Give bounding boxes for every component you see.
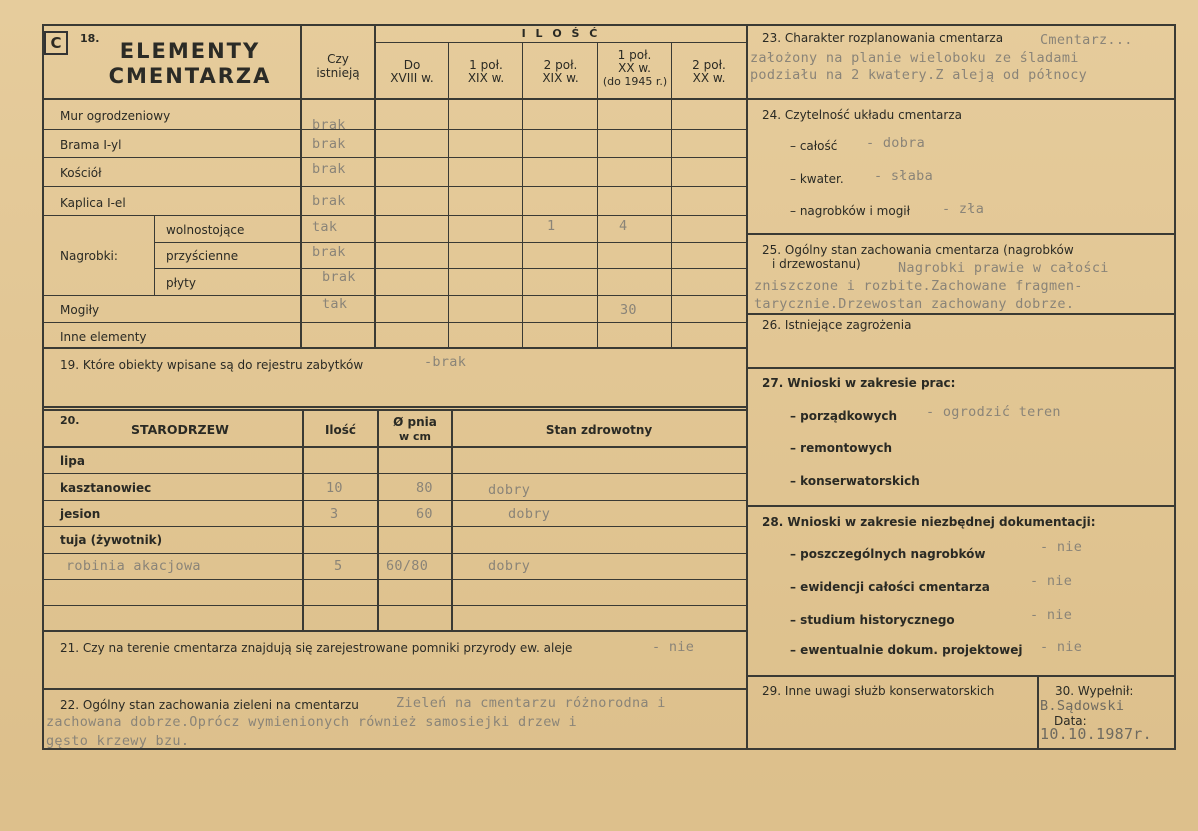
s28-label: 28. Wnioski w zakresie niezbędnej dokumentacji:	[762, 515, 1096, 529]
s28-item-value: - nie	[1040, 539, 1083, 555]
s21-bottom	[42, 688, 746, 690]
s25-value-line1: Nagrobki prawie w całości	[898, 260, 1109, 276]
s18-row-line	[42, 157, 746, 158]
s23-value-line1: Cmentarz...	[1040, 32, 1133, 48]
s20-tree-name: kasztanowiec	[60, 481, 152, 495]
s18-exists-value: tak	[312, 219, 338, 235]
s18-exists-value: tak	[322, 296, 348, 312]
s18-row-label: Kaplica I-el	[60, 196, 126, 210]
s18-row-line	[42, 215, 746, 216]
s23-value-line2: założony na planie wieloboku ze śladami	[750, 50, 1079, 66]
s20-row-line	[42, 526, 746, 527]
s25-value-line3: tarycznie.Drzewostan zachowany dobrze.	[754, 296, 1075, 312]
s18-row-label: Kościół	[60, 166, 102, 180]
s28-item-label: – ewentualnie dokum. projektowej	[790, 643, 1023, 657]
s20-qty: 3	[330, 506, 339, 522]
s18-row-label: Brama I-yl	[60, 138, 122, 152]
s20-col-line	[377, 409, 379, 631]
s29-s30-divider	[1037, 675, 1039, 750]
s20-tree-name: robinia akacjowa	[66, 558, 201, 574]
s22-value-line1: Zieleń na cmentarzu różnorodna i	[396, 695, 666, 711]
s18-exists-value: brak	[322, 269, 356, 285]
s27-item-label: – porządkowych	[790, 409, 898, 423]
s18-nagrobki-divider	[154, 215, 155, 295]
s24-bottom	[746, 233, 1176, 235]
s20-tree-name: lipa	[60, 454, 85, 468]
s22-value-line2: zachowana dobrze.Oprócz wymienionych również samosiejki drzew i	[46, 714, 577, 730]
s27-item-value: - ogrodzić teren	[926, 404, 1061, 420]
s25-label-line2: i drzewostanu)	[772, 257, 861, 271]
s18-exists-value: brak	[312, 117, 346, 133]
s18-col-header: 1 poł.	[617, 48, 652, 62]
s18-exists-value: brak	[312, 193, 346, 209]
s20-qty: 10	[326, 480, 343, 496]
s18-col-header: XX w.	[692, 71, 726, 85]
s20-tree-name: tuja (żywotnik)	[60, 533, 163, 547]
s25-label-line1: 25. Ogólny stan zachowania cmentarza (nagrobków	[762, 243, 1074, 257]
s24-item-value: - dobra	[866, 135, 925, 151]
s28-item-value: - nie	[1030, 607, 1073, 623]
s18-header-bottom	[42, 98, 746, 100]
s18-row-label: Mogiły	[60, 303, 100, 317]
s24-label: 24. Czytelność układu cmentarza	[762, 108, 962, 122]
s20-row-line	[42, 605, 746, 606]
s18-qty-value: 1	[547, 218, 556, 234]
s18-row-label: Mur ogrodzeniowy	[60, 109, 171, 123]
s24-item-value: - zła	[942, 201, 985, 217]
s20-title: STARODRZEW	[131, 422, 229, 437]
s21-value: - nie	[652, 639, 695, 655]
s18-ilosc-label: I L O Ś Ć	[521, 27, 601, 40]
s20-ilosc-header: Ilość	[324, 423, 357, 437]
s28-item-value: - nie	[1030, 573, 1073, 589]
s28-item-label: – poszczególnych nagrobków	[790, 547, 986, 561]
s27-item-label: – remontowych	[790, 441, 893, 455]
s24-item-label: – kwater.	[790, 172, 844, 186]
s18-col-header: (do 1945 r.)	[602, 75, 668, 88]
s18-nagrobki-label: Nagrobki:	[60, 249, 118, 263]
s24-item-label: – nagrobków i mogił	[790, 204, 911, 218]
column-divider	[746, 24, 748, 750]
s20-col-line	[302, 409, 304, 631]
s18-row-label: wolnostojące	[166, 223, 245, 237]
s20-col-line	[451, 409, 453, 631]
s20-top	[42, 409, 746, 411]
s18-row-line	[154, 268, 746, 269]
s18-czy-label: Czy	[327, 52, 349, 66]
s26-bottom	[746, 367, 1176, 369]
s30-date-label: Data:	[1054, 714, 1087, 728]
s18-exists-value: brak	[312, 161, 346, 177]
section-letter-box: C	[44, 31, 68, 55]
s27-item-label: – konserwatorskich	[790, 474, 920, 488]
s20-row-line	[42, 473, 746, 474]
s20-diameter: 60/80	[386, 558, 429, 574]
s18-col-line	[522, 43, 523, 348]
s28-item-value: - nie	[1040, 639, 1083, 655]
s18-row-line	[42, 129, 746, 130]
s18-bottom	[42, 347, 746, 349]
s20-diameter: 60	[416, 506, 433, 522]
s20-state: dobry	[488, 482, 531, 498]
frame-top	[42, 24, 1176, 26]
s18-istnieja-label: istnieją	[316, 66, 360, 80]
s24-item-label: – całość	[790, 139, 838, 153]
s30-name: B.Sądowski	[1040, 698, 1125, 714]
s28-item-label: – studium historycznego	[790, 613, 955, 627]
s23-label: 23. Charakter rozplanowania cmentarza	[762, 31, 1004, 45]
s26-label: 26. Istniejące zagrożenia	[762, 318, 912, 332]
s18-title-line2: CMENTARZA	[108, 64, 272, 88]
frame-left	[42, 24, 44, 750]
s18-row-label: Inne elementy	[60, 330, 147, 344]
s20-diameter: 80	[416, 480, 433, 496]
s18-col-header: XIX w.	[542, 71, 579, 85]
s18-col-header: 2 poł.	[543, 58, 578, 72]
s18-number: 18.	[80, 32, 100, 45]
s23-bottom	[746, 98, 1176, 100]
s24-item-value: - słaba	[874, 168, 933, 184]
s18-row-label: przyścienne	[166, 249, 239, 263]
s20-row-line	[42, 500, 746, 501]
s18-row-line	[154, 242, 746, 243]
frame-right	[1174, 24, 1176, 750]
s18-row-label: płyty	[166, 276, 196, 290]
s18-exists-value: brak	[312, 244, 346, 260]
s20-row-line	[42, 579, 746, 580]
s22-value-line3: gęsto krzewy bzu.	[46, 733, 190, 749]
s18-row-line	[42, 186, 746, 187]
s18-exists-value: brak	[312, 136, 346, 152]
s25-bottom	[746, 313, 1176, 315]
s18-col-header: 2 poł.	[692, 58, 726, 72]
s18-ilosc-underline	[374, 42, 746, 43]
s20-stan-header: Stan zdrowotny	[545, 423, 653, 437]
s18-qty-value: 30	[620, 302, 637, 318]
s20-number: 20.	[60, 414, 80, 427]
s23-value-line3: podziału na 2 kwatery.Z aleją od północy	[750, 67, 1088, 83]
s18-row-line	[42, 295, 746, 296]
s30-label: 30. Wypełnił:	[1055, 684, 1134, 698]
s18-col-header: XVIII w.	[390, 71, 434, 85]
s28-bottom	[746, 675, 1176, 677]
s22-label: 22. Ogólny stan zachowania zieleni na cmentarzu	[60, 698, 359, 712]
s20-row-line	[42, 553, 746, 554]
s20-header-bottom	[42, 446, 746, 448]
s18-col-line	[448, 43, 449, 348]
s27-label: 27. Wnioski w zakresie prac:	[762, 376, 956, 390]
frame-bottom	[42, 748, 1176, 750]
s20-pnia-unit: w cm	[399, 430, 431, 443]
s20-state: dobry	[508, 506, 551, 522]
s18-title-line1: ELEMENTY	[119, 39, 261, 63]
s20-state: dobry	[488, 558, 531, 574]
card-bottom-margin	[0, 790, 1198, 831]
s29-label: 29. Inne uwagi służb konserwatorskich	[762, 684, 995, 698]
s25-value-line2: zniszczone i rozbite.Zachowane fragmen-	[754, 278, 1083, 294]
s20-qty: 5	[334, 558, 343, 574]
s18-col-header: XIX w.	[467, 71, 505, 85]
s18-qty-value: 4	[619, 218, 628, 234]
s21-label: 21. Czy na terenie cmentarza znajdują się zarejestrowane pomniki przyrody ew. aleje	[60, 641, 573, 655]
s28-item-label: – ewidencji całości cmentarza	[790, 580, 990, 594]
s18-col-header: Do	[403, 58, 421, 72]
s20-pnia-header: Ø pnia	[393, 415, 437, 429]
s30-date: 10.10.1987r.	[1040, 725, 1152, 743]
s18-col-header: 1 poł.	[469, 58, 503, 72]
s18-col-header: XX w.	[618, 61, 651, 75]
s27-bottom	[746, 505, 1176, 507]
s19-value: -brak	[424, 354, 467, 370]
s18-row-line	[42, 322, 746, 323]
s19-bottom	[42, 406, 746, 408]
s20-tree-name: jesion	[60, 507, 101, 521]
s20-bottom	[42, 630, 746, 632]
s19-label: 19. Które obiekty wpisane są do rejestru zabytków	[60, 358, 364, 372]
